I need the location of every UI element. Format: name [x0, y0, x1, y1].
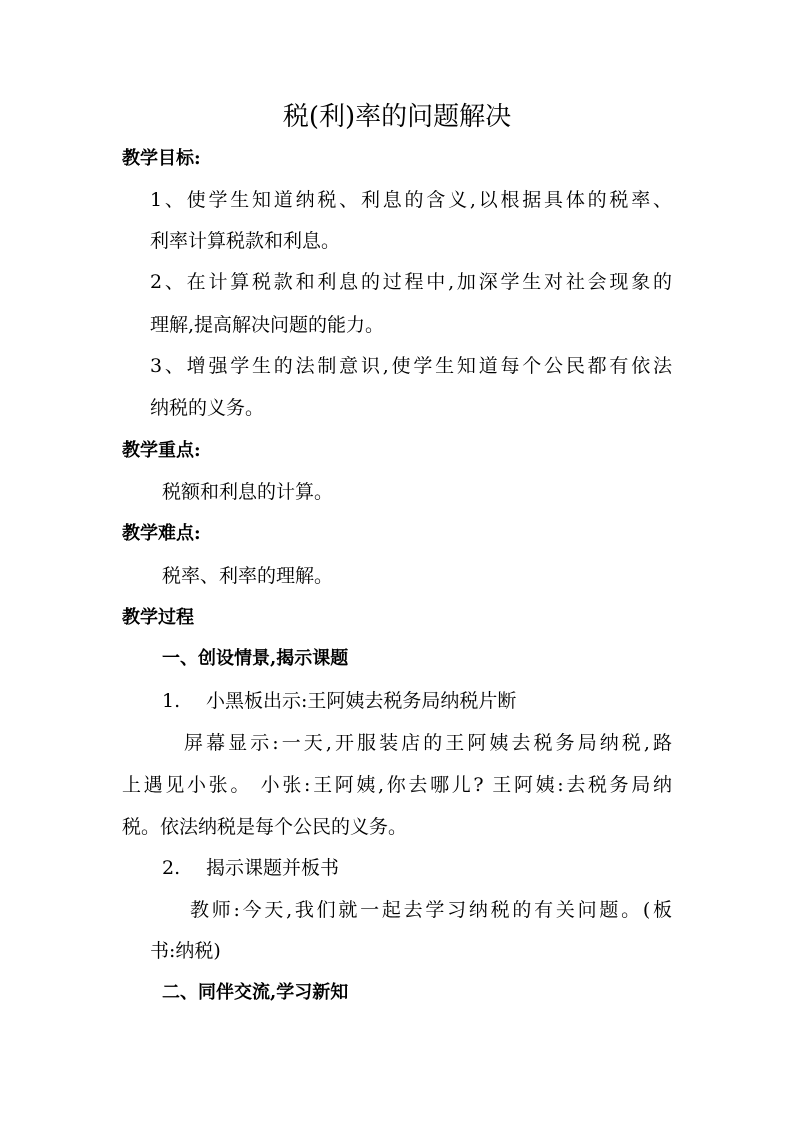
section1-heading: 一、创设情景,揭示课题 [162, 648, 349, 669]
step2-number: 2. [162, 857, 181, 879]
document-title: 税(利)率的问题解决 [282, 102, 512, 132]
objective-1-line2: 利率计算税款和利息。 [150, 230, 341, 252]
key-points-text: 税额和利息的计算。 [162, 481, 334, 503]
section2-heading: 二、同伴交流,学习新知 [162, 982, 349, 1003]
step1-text: 小黑板出示:王阿姨去税务局纳税片断 [206, 690, 517, 712]
process-heading: 教学过程 [122, 607, 194, 628]
step2-para-line1: 教师:今天,我们就一起去学习纳税的有关问题。(板 [190, 899, 672, 921]
difficulties-heading: 教学难点: [122, 523, 201, 544]
objective-3-line1: 3、增强学生的法制意识,使学生知道每个公民都有依法 [150, 355, 672, 377]
step1-number: 1. [162, 690, 181, 712]
objective-2-line2: 理解,提高解决问题的能力。 [150, 314, 385, 336]
step2-para-line2: 书:纳税) [150, 940, 221, 962]
objective-1-line1: 1、使学生知道纳税、利息的含义,以根据具体的税率、 [150, 189, 672, 211]
step2-text: 揭示课题并板书 [206, 857, 340, 879]
step1-para-line2: 上遇见小张。 小张:王阿姨,你去哪儿? 王阿姨:去税务局纳 [122, 774, 672, 796]
key-points-heading: 教学重点: [122, 440, 201, 461]
objective-2-line1: 2、在计算税款和利息的过程中,加深学生对社会现象的 [150, 271, 672, 293]
difficulties-text: 税率、利率的理解。 [162, 565, 334, 587]
step1-para-line3: 税。依法纳税是每个公民的义务。 [122, 816, 408, 838]
step1-para-line1: 屏幕显示:一天,开服装店的王阿姨去税务局纳税,路 [184, 732, 672, 754]
objective-3-line2: 纳税的义务。 [150, 397, 265, 419]
objectives-heading: 教学目标: [122, 148, 201, 169]
